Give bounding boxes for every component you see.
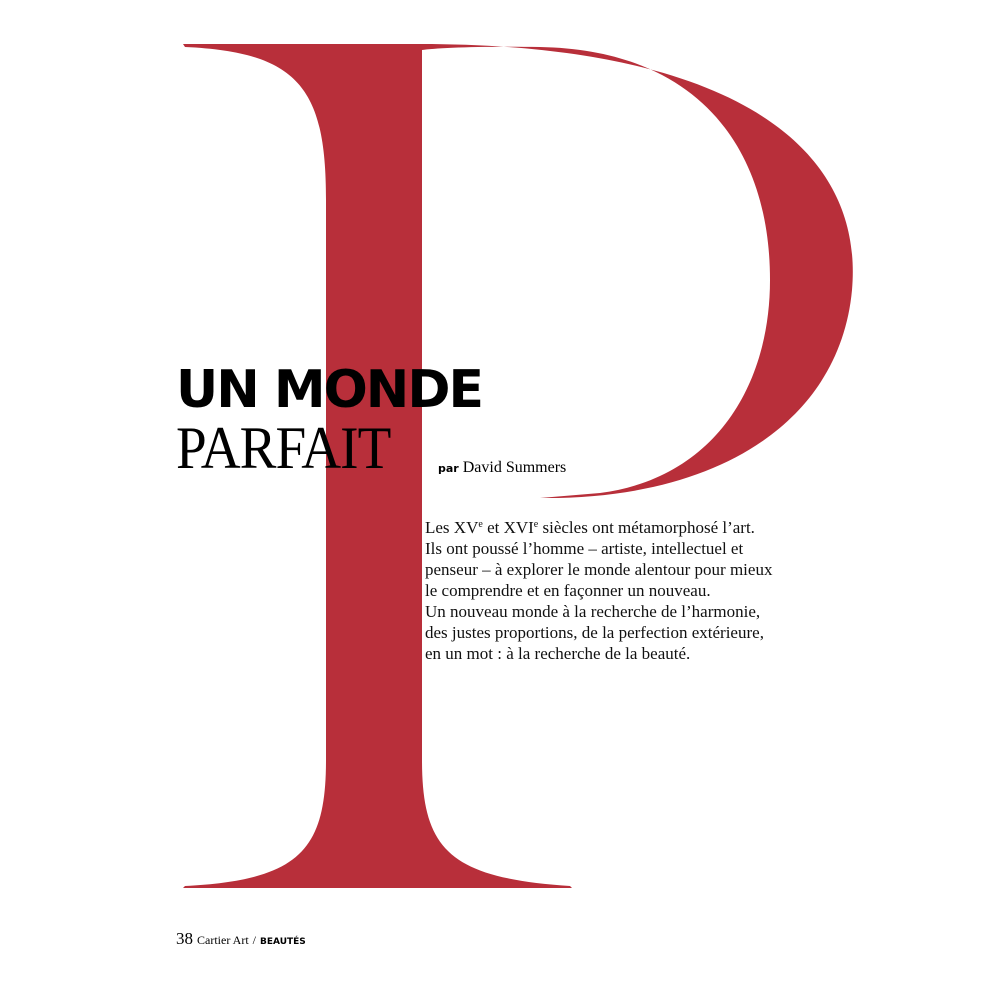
- article-title-line1: UN MONDE: [176, 360, 483, 420]
- intro-line: en un mot : à la recherche de la beauté.: [425, 644, 691, 663]
- page-number: 38: [176, 929, 193, 948]
- byline-prefix: par: [438, 462, 459, 475]
- article-title-line2: PARFAIT: [176, 415, 391, 481]
- intro-line: Un nouveau monde à la recherche de l’harmonie,: [425, 602, 761, 621]
- byline-author: David Summers: [462, 459, 567, 476]
- page-footer: [176, 930, 306, 948]
- intro-line: Les XVe et XVIe siècles ont métamorphosé l’art.: [425, 518, 755, 537]
- intro-line: le comprendre et en façonner un nouveau.: [425, 581, 711, 600]
- footer-separator: /: [252, 933, 256, 947]
- byline: [438, 460, 566, 476]
- article-intro: [425, 517, 825, 664]
- intro-line: Ils ont poussé l’homme – artiste, intellectuel et: [425, 539, 744, 558]
- publication-name: Cartier Art: [197, 933, 249, 947]
- intro-line: des justes proportions, de la perfection extérieure,: [425, 623, 764, 642]
- section-name: BEAUTÉS: [260, 937, 306, 947]
- intro-line: penseur – à explorer le monde alentour pour mieux: [425, 560, 773, 579]
